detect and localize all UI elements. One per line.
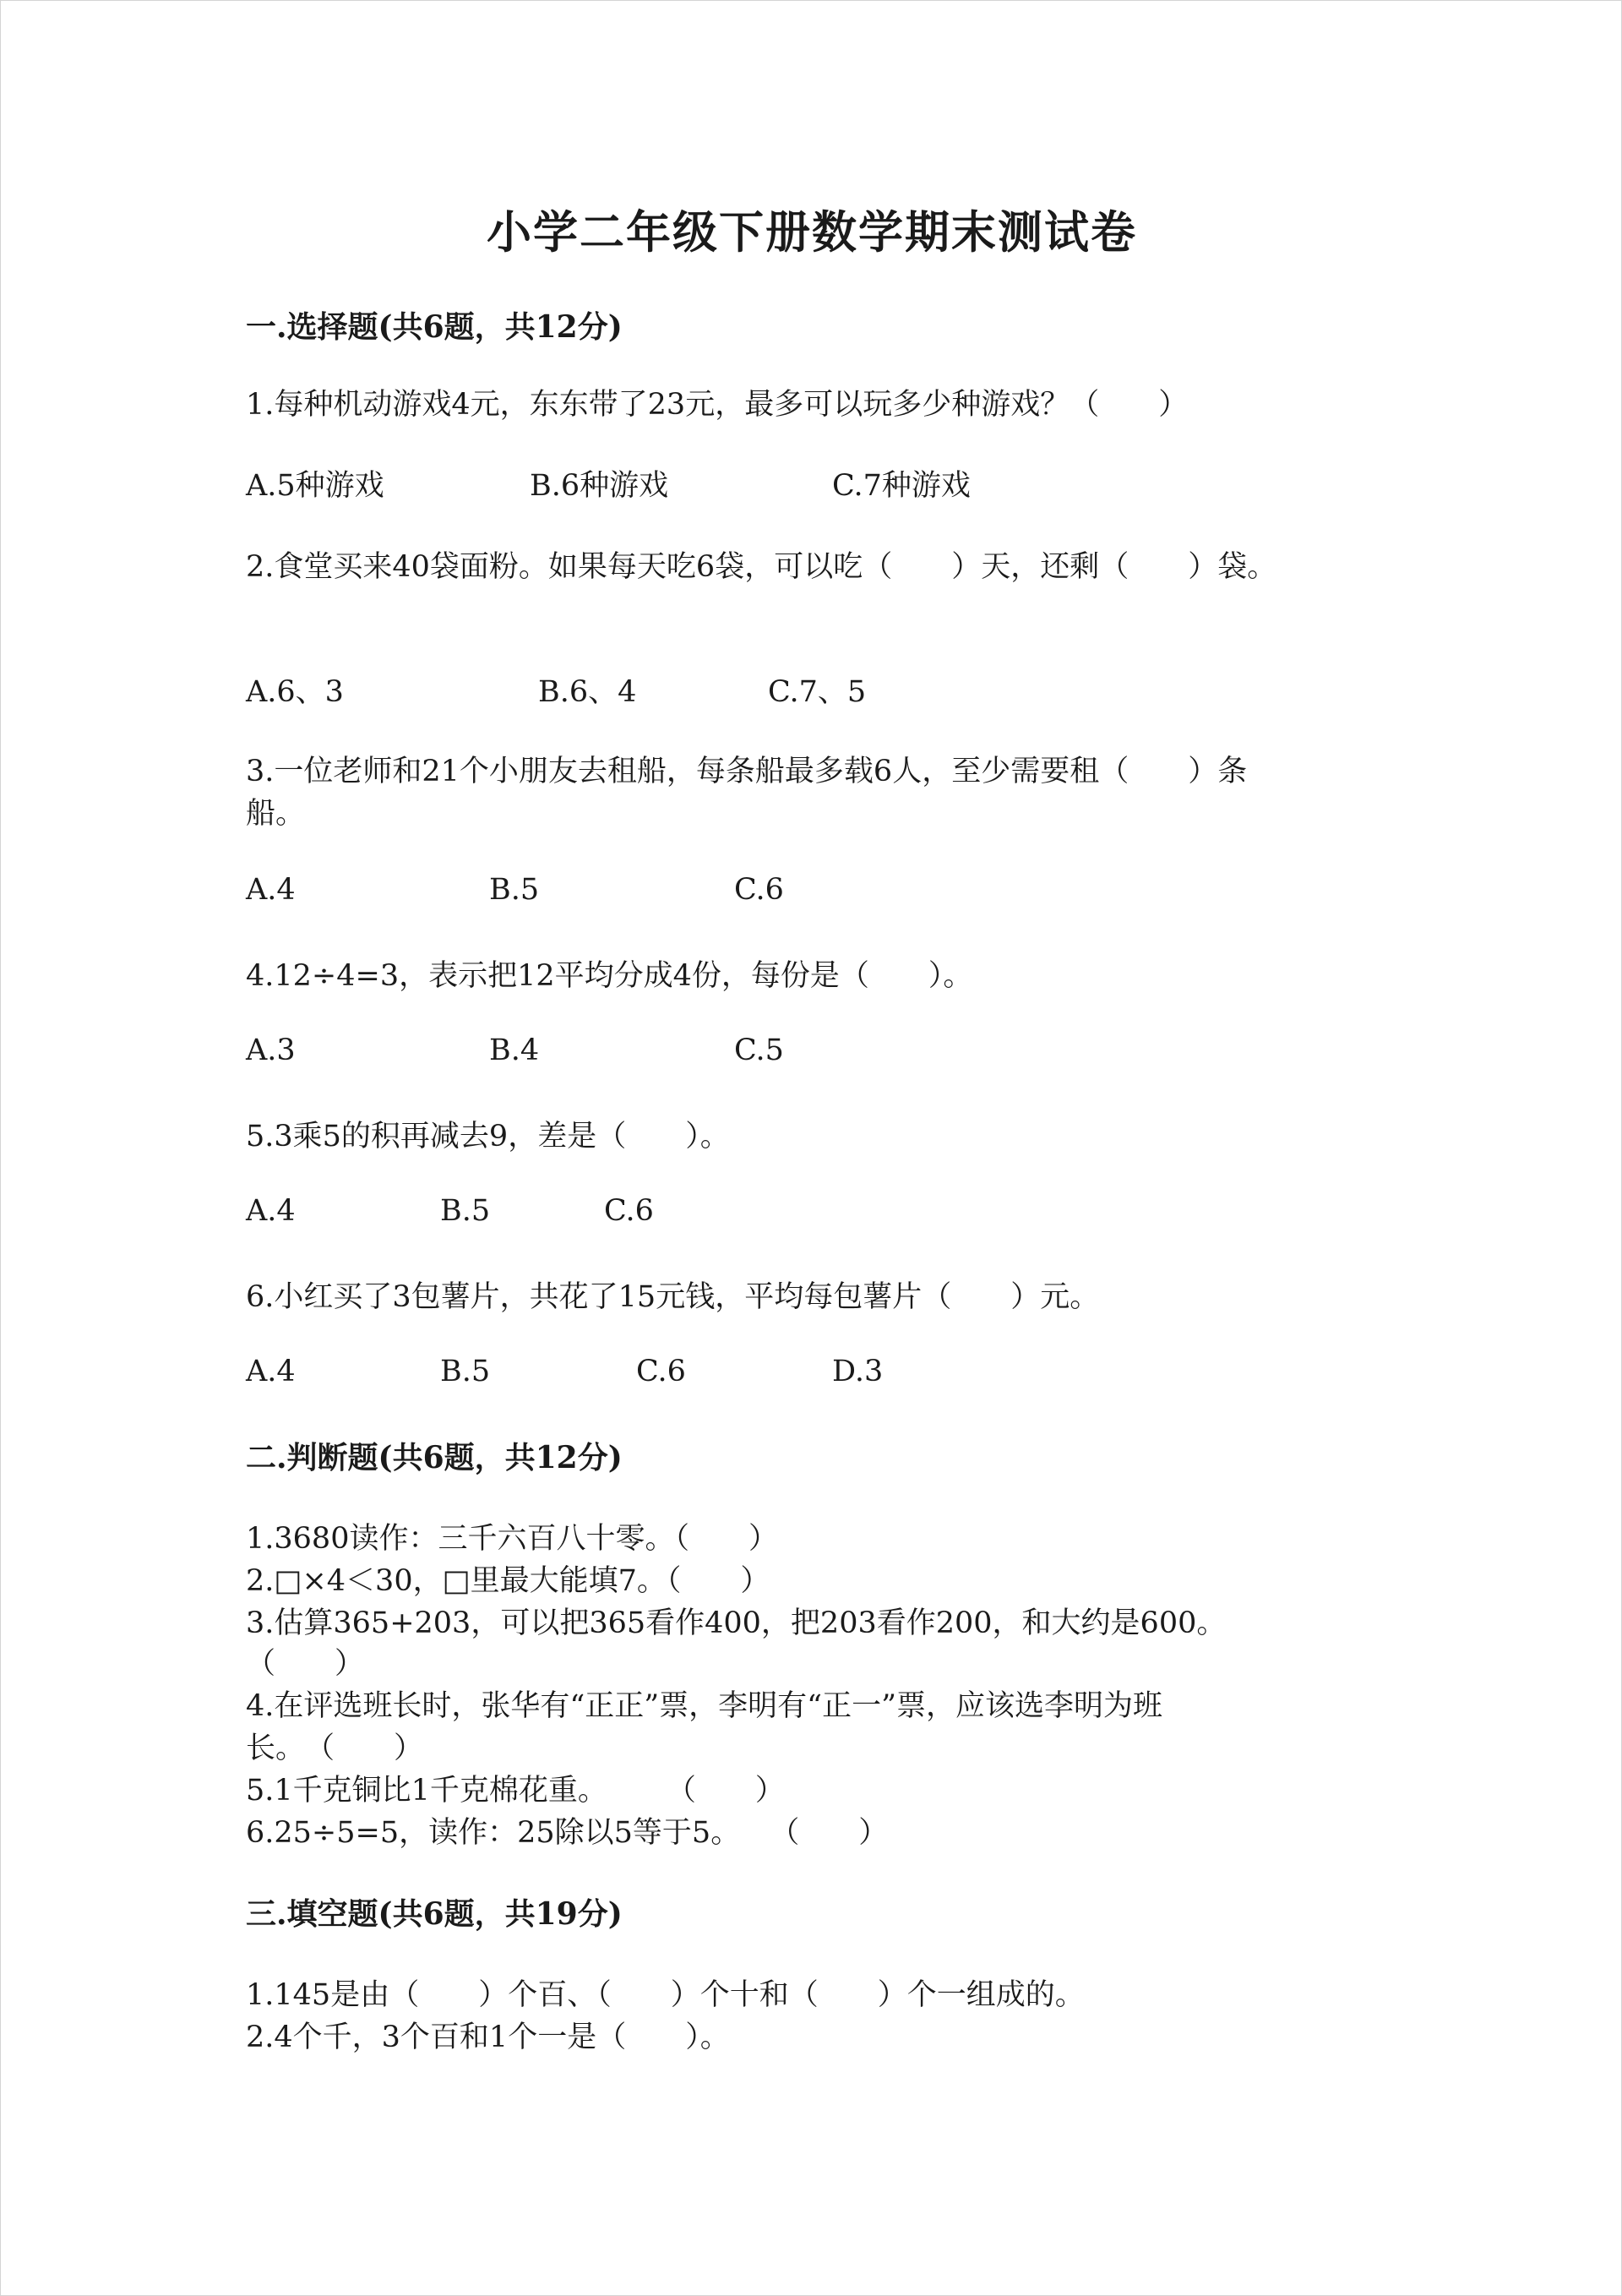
question-text-cont: 船。: [246, 797, 306, 831]
section-heading-fill: 三.填空题(共6题，共19分): [246, 1896, 623, 1932]
option-a: A.4: [246, 873, 296, 907]
judgment-line: 6.25÷5=5，读作：25除以5等于5。 （ ）: [246, 1816, 889, 1850]
fill-line: 2.4个千，3个百和1个一是（ ）。: [246, 2021, 730, 2054]
page-title: 小学二年级下册数学期末测试卷: [487, 206, 1137, 259]
option-c: C.6: [734, 873, 784, 907]
option-d: D.3: [832, 1355, 884, 1388]
judgment-line-cont: 长。 （ ）: [246, 1732, 424, 1765]
judgment-line: 1.3680读作：三千六百八十零。（ ）: [246, 1522, 778, 1556]
question-text: 5.3乘5的积再减去9，差是（ ）。: [246, 1120, 730, 1153]
option-a: A.4: [246, 1355, 296, 1388]
question-text: 2.食堂买来40袋面粉。如果每天吃6袋，可以吃（ ）天，还剩（ ）袋。: [246, 550, 1277, 584]
question-text: 1.每种机动游戏4元，东东带了23元，最多可以玩多少种游戏？（ ）: [246, 388, 1189, 422]
section-heading-judgment: 二.判断题(共6题，共12分): [246, 1440, 623, 1475]
option-a: A.6、3: [246, 675, 344, 709]
judgment-line: 4.在评选班长时，张华有“正正”票，李明有“正一”票，应该选李明为班: [246, 1689, 1162, 1723]
option-b: B.4: [489, 1033, 540, 1067]
option-b: B.5: [440, 1194, 491, 1228]
judgment-line: 3.估算365+203，可以把365看作400，把203看作200，和大约是600。: [246, 1606, 1227, 1640]
option-a: A.4: [246, 1194, 296, 1228]
option-c: C.6: [604, 1194, 654, 1228]
question-text: 3.一位老师和21个小朋友去租船，每条船最多载6人，至少需要租（ ）条: [246, 755, 1248, 788]
option-c: C.7、5: [768, 675, 867, 709]
fill-line: 1.145是由（ ）个百、（ ）个十和（ ）个一组成的。: [246, 1978, 1085, 2012]
judgment-line: 2.□×4＜30，□里最大能填7。（ ）: [246, 1564, 770, 1598]
option-b: B.6、4: [538, 675, 637, 709]
option-a: A.5种游戏: [246, 469, 384, 503]
option-b: B.5: [489, 873, 540, 907]
option-b: B.6种游戏: [530, 469, 669, 503]
section-heading-choice: 一.选择题(共6题，共12分): [246, 309, 623, 345]
judgment-line-cont: （ ）: [246, 1647, 365, 1681]
judgment-line: 5.1千克铜比1千克棉花重。 （ ）: [246, 1774, 785, 1808]
option-c: C.6: [636, 1355, 686, 1388]
option-c: C.7种游戏: [832, 469, 971, 503]
question-text: 6.小红买了3包薯片，共花了15元钱，平均每包薯片（ ）元。: [246, 1280, 1100, 1314]
option-a: A.3: [246, 1033, 296, 1067]
option-b: B.5: [440, 1355, 491, 1388]
option-c: C.5: [734, 1033, 784, 1067]
question-text: 4.12÷4=3，表示把12平均分成4份，每份是（ ）。: [246, 959, 973, 993]
